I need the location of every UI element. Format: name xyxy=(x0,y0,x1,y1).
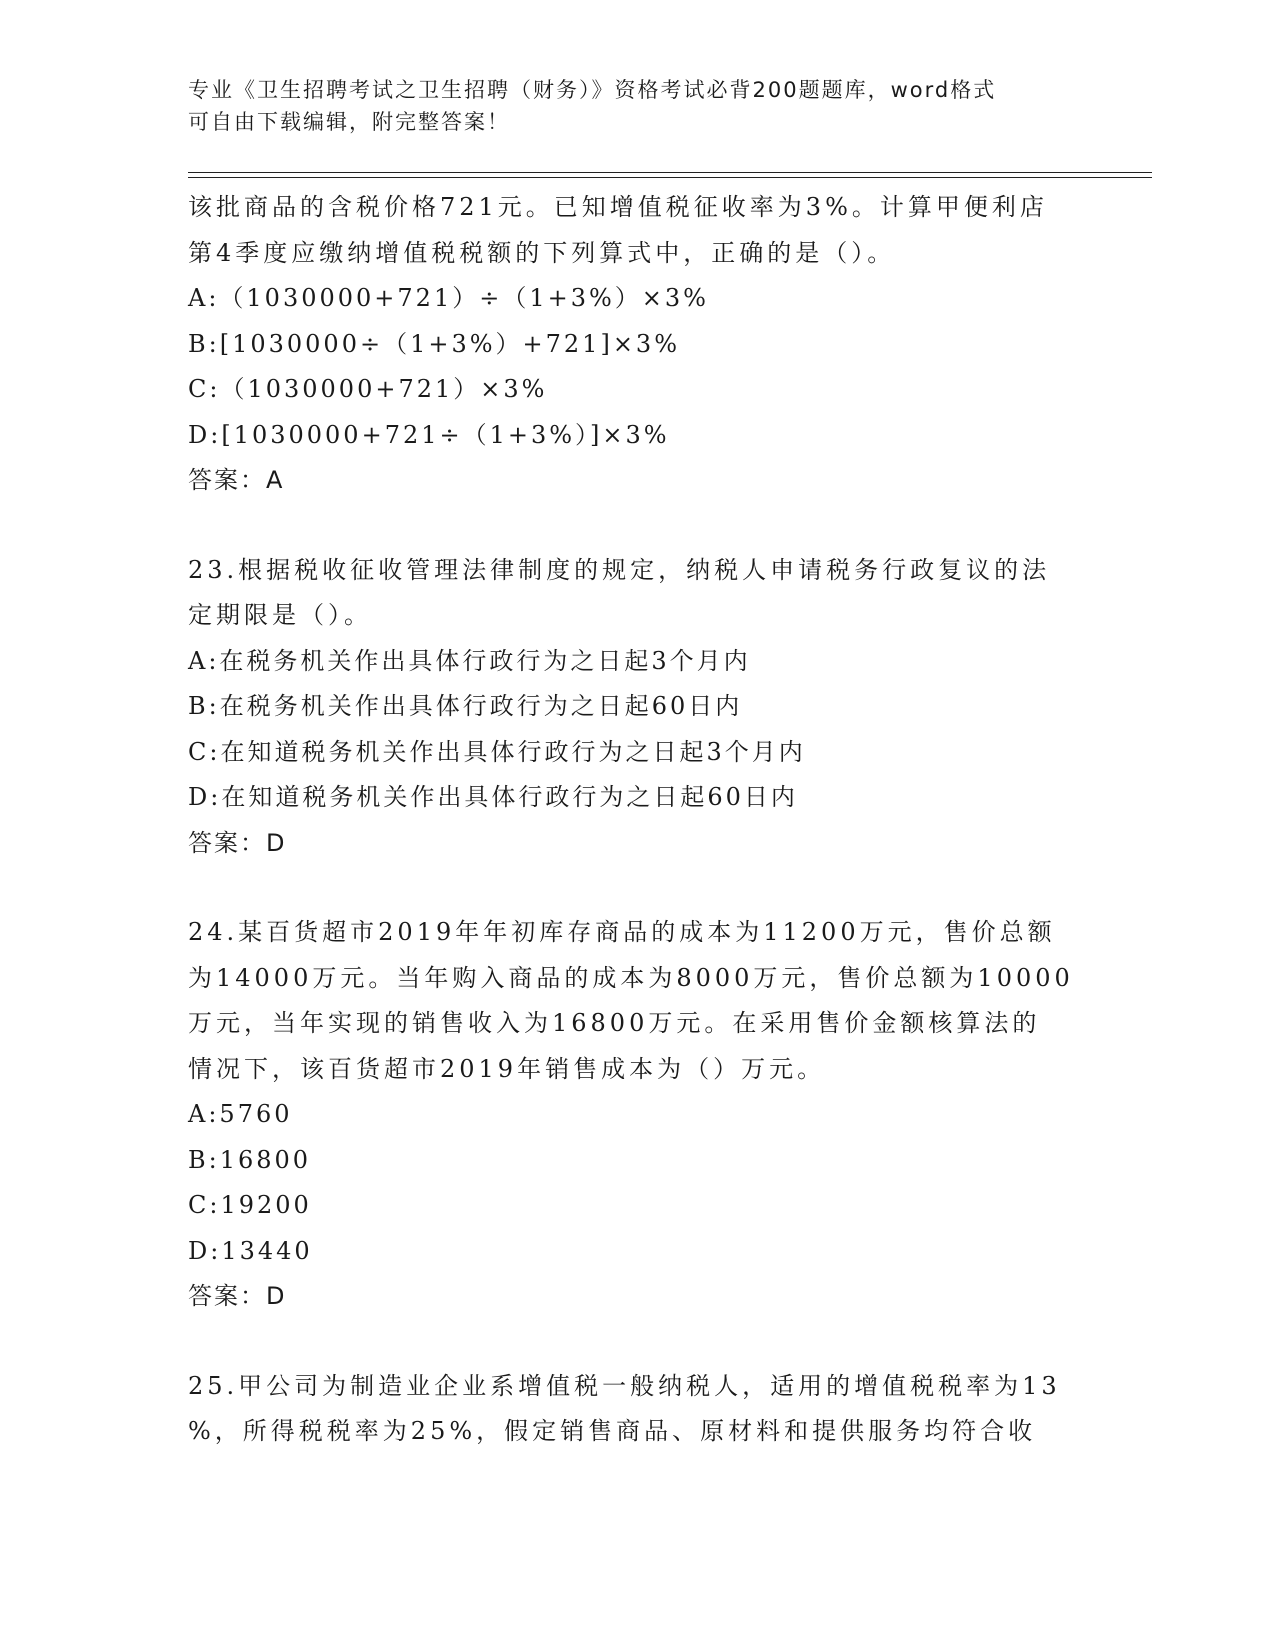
question-24-option-a: A:5760 xyxy=(188,1100,293,1128)
question-24-answer: 答案：D xyxy=(188,1282,287,1310)
question-22 xyxy=(188,185,1088,504)
question-23-option-d: D:在知道税务机关作出具体行政行为之日起60日内 xyxy=(188,783,798,811)
header-line-1: 专业《卫生招聘考试之卫生招聘（财务）》资格考试必背200题题库，word格式 xyxy=(188,78,997,102)
header-rule-bottom xyxy=(188,177,1152,178)
question-24 xyxy=(188,910,1088,1320)
question-24-option-c: C:19200 xyxy=(188,1191,312,1219)
page-header xyxy=(188,74,1068,138)
spacer xyxy=(188,1320,1088,1364)
question-22-stem-2: 第4季度应缴纳增值税税额的下列算式中，正确的是（）。 xyxy=(188,238,896,267)
question-22-option-c: C:（1030000+721）×3% xyxy=(188,375,548,403)
question-22-answer: 答案：A xyxy=(188,466,285,494)
question-25-stem-1: 25.甲公司为制造业企业系增值税一般纳税人，适用的增值税税率为13 xyxy=(188,1371,1061,1400)
question-23-stem-1: 23.根据税收征收管理法律制度的规定，纳税人申请税务行政复议的法 xyxy=(188,555,1051,584)
question-22-stem-1: 该批商品的含税价格721元。已知增值税征收率为3%。计算甲便利店 xyxy=(188,193,1048,221)
header-rule-top xyxy=(188,172,1152,173)
question-25 xyxy=(188,1364,1088,1455)
question-23-option-c: C:在知道税务机关作出具体行政行为之日起3个月内 xyxy=(188,737,806,766)
question-24-option-b: B:16800 xyxy=(188,1145,312,1174)
question-23-option-b: B:在税务机关作出具体行政行为之日起60日内 xyxy=(188,692,743,720)
question-24-stem-4: 情况下，该百货超市2019年销售成本为（）万元。 xyxy=(188,1054,826,1083)
question-23 xyxy=(188,548,1088,867)
question-23-option-a: A:在税务机关作出具体行政行为之日起3个月内 xyxy=(188,646,751,675)
question-22-option-b: B:[1030000÷（1+3%）+721]×3% xyxy=(188,329,680,358)
question-22-option-d: D:[1030000+721÷（1+3%）]×3% xyxy=(188,420,670,449)
question-25-stem-2: %，所得税税率为25%，假定销售商品、原材料和提供服务均符合收 xyxy=(188,1417,1037,1445)
question-24-stem-1: 24.某百货超市2019年年初库存商品的成本为11200万元，售价总额 xyxy=(188,918,1056,946)
spacer xyxy=(188,866,1088,910)
question-23-answer: 答案：D xyxy=(188,828,287,857)
header-line-2: 可自由下载编辑，附完整答案！ xyxy=(188,110,510,134)
question-24-stem-2: 为14000万元。当年购入商品的成本为8000万元，售价总额为10000 xyxy=(188,963,1074,992)
question-24-stem-3: 万元，当年实现的销售收入为16800万元。在采用售价金额核算法的 xyxy=(188,1009,1041,1037)
question-23-stem-2: 定期限是（）。 xyxy=(188,601,372,629)
question-content xyxy=(188,185,1088,1455)
spacer xyxy=(188,504,1088,548)
question-22-option-a: A:（1030000+721）÷（1+3%）×3% xyxy=(188,284,709,312)
question-24-option-d: D:13440 xyxy=(188,1236,313,1265)
